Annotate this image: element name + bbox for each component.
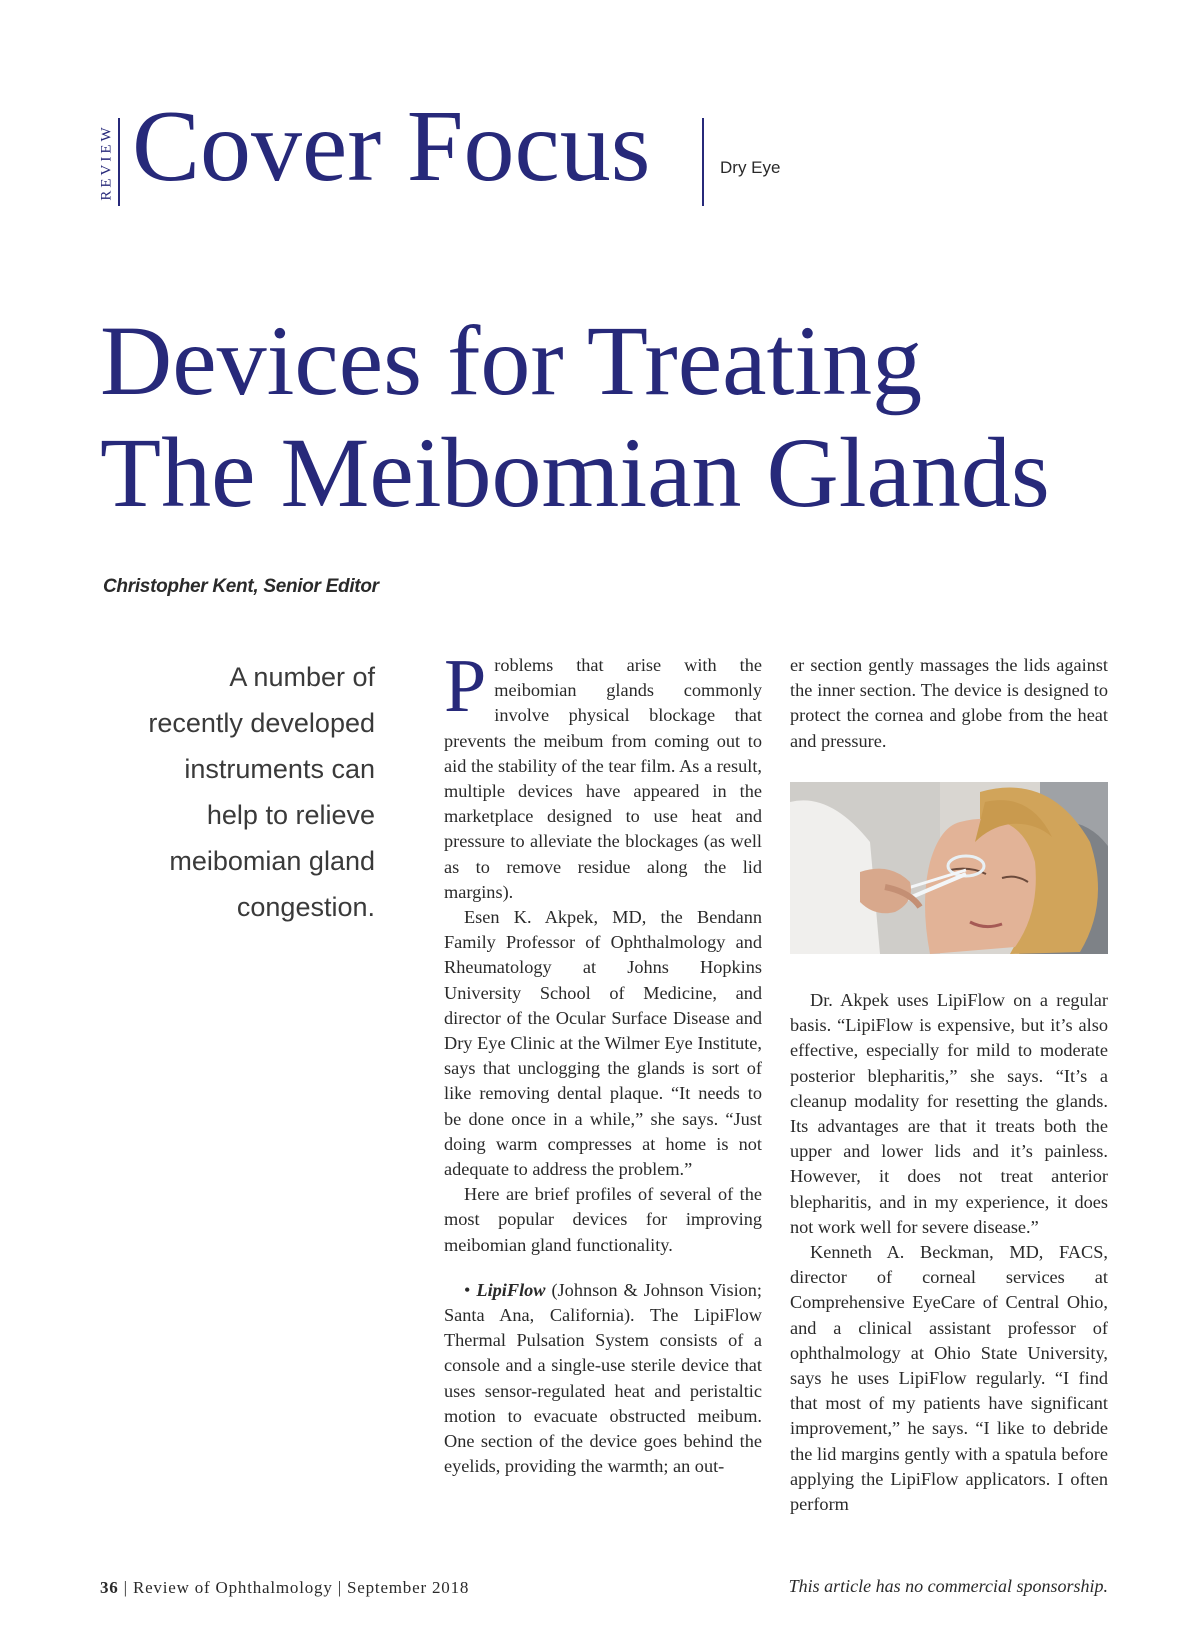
paragraph-profiles: Here are brief profiles of several of the most popular devices for improving meibomian gland functionality.: [444, 1184, 762, 1255]
lipiflow-treatment-photo: [790, 782, 1108, 954]
issue-date: September 2018: [347, 1578, 470, 1597]
header-rule-right: [702, 118, 704, 206]
footer-folio: [100, 1578, 469, 1598]
body-column-2-lower: [790, 988, 1108, 1517]
bullet: •: [464, 1279, 471, 1300]
body-column-1: [444, 644, 763, 1480]
paragraph-continued: er section gently massages the lids against the inner section. The device is designed to protect the cornea and globe from the heat and pressure.: [790, 655, 1108, 751]
paragraph-beckman: Kenneth A. Beckman, MD, FACS, director of corneal services at Comprehensive EyeCare of Central Ohio, and a clinical assistant professor of ophthalmology at Ohio State University, says he uses LipiFlow regularly. “I find that most of my patients have significant improvement,” he says. “I like to debride the lid margins gently with a spatula before applying the LipiFlow applicators. I often perform: [790, 1242, 1108, 1515]
paragraph-akpek-lipiflow: Dr. Akpek uses LipiFlow on a regular basis. “LipiFlow is expensive, but it’s also effective, especially for mild to moderate posterior blepharitis,” she says. “It’s a cleanup modality for resetting the glands. Its advantages are that it treats both the upper and lower lids and it’s painless. However, it does not treat anterior blepharitis, and in my experience, it does not work well for severe disease.”: [790, 990, 1108, 1237]
lipiflow-text: (Johnson & Johnson Vision; Santa Ana, California). The LipiFlow Thermal Pulsation System consists of a console and a single-use sterile device that uses sensor-regulated heat and peristaltic motion to evacuate obstructed meibum. One section of the device goes behind the eyelids, providing the warmth; an out-: [444, 1279, 763, 1477]
sponsorship-disclaimer: This article has no commercial sponsorship.: [788, 1576, 1108, 1596]
section-tag: Dry Eye: [720, 158, 781, 177]
paragraph-akpek: Esen K. Akpek, MD, the Bendann Family Professor of Ophthalmology and Rheumatology at Johns Hopkins University School of Medicine, and director of the Ocular Surface Disease and Dry Eye Clinic at the Wilmer Eye Institute, says that unclogging the glands is sort of like removing dental plaque. “It needs to be done once in a while,” she says. “Just doing warm compresses at home is not adequate to address the problem.”: [444, 907, 762, 1180]
cover-focus-heading: Cover Focus: [132, 90, 651, 203]
article-title: [100, 305, 1180, 529]
drop-cap: P: [444, 644, 487, 728]
footer-separator-1: |: [123, 1578, 128, 1597]
lipiflow-heading: LipiFlow: [476, 1279, 546, 1300]
paragraph-intro-text: roblems that arise with the meibomian glands commonly involve physical blockage that prevents the meibum from coming out to aid the stability of the tear film. As a result, multiple devices have appeared in the marketplace designed to use heat and pressure to alleviate the blockages (as well as to remove residue along the lid margins).: [444, 655, 762, 902]
title-line-1: Devices for Treating: [100, 305, 923, 416]
magazine-name: Review of Ophthalmology: [132, 1578, 333, 1597]
footer-separator-2: |: [337, 1578, 342, 1597]
byline: Christopher Kent, Senior Editor: [103, 576, 379, 597]
paragraph-intro: [444, 644, 762, 905]
review-label: REVIEW: [98, 123, 115, 201]
title-line-2: The Meibomian Glands: [100, 417, 1050, 528]
pull-quote: A number of recently developed instruments can help to relieve meibomian gland congestion.: [148, 662, 375, 922]
paragraph-lipiflow: [444, 1278, 762, 1480]
header-rule-left: [118, 118, 120, 206]
page-number: 36: [100, 1578, 119, 1597]
review-vertical-label: [96, 118, 118, 206]
body-column-2: [790, 653, 1108, 754]
